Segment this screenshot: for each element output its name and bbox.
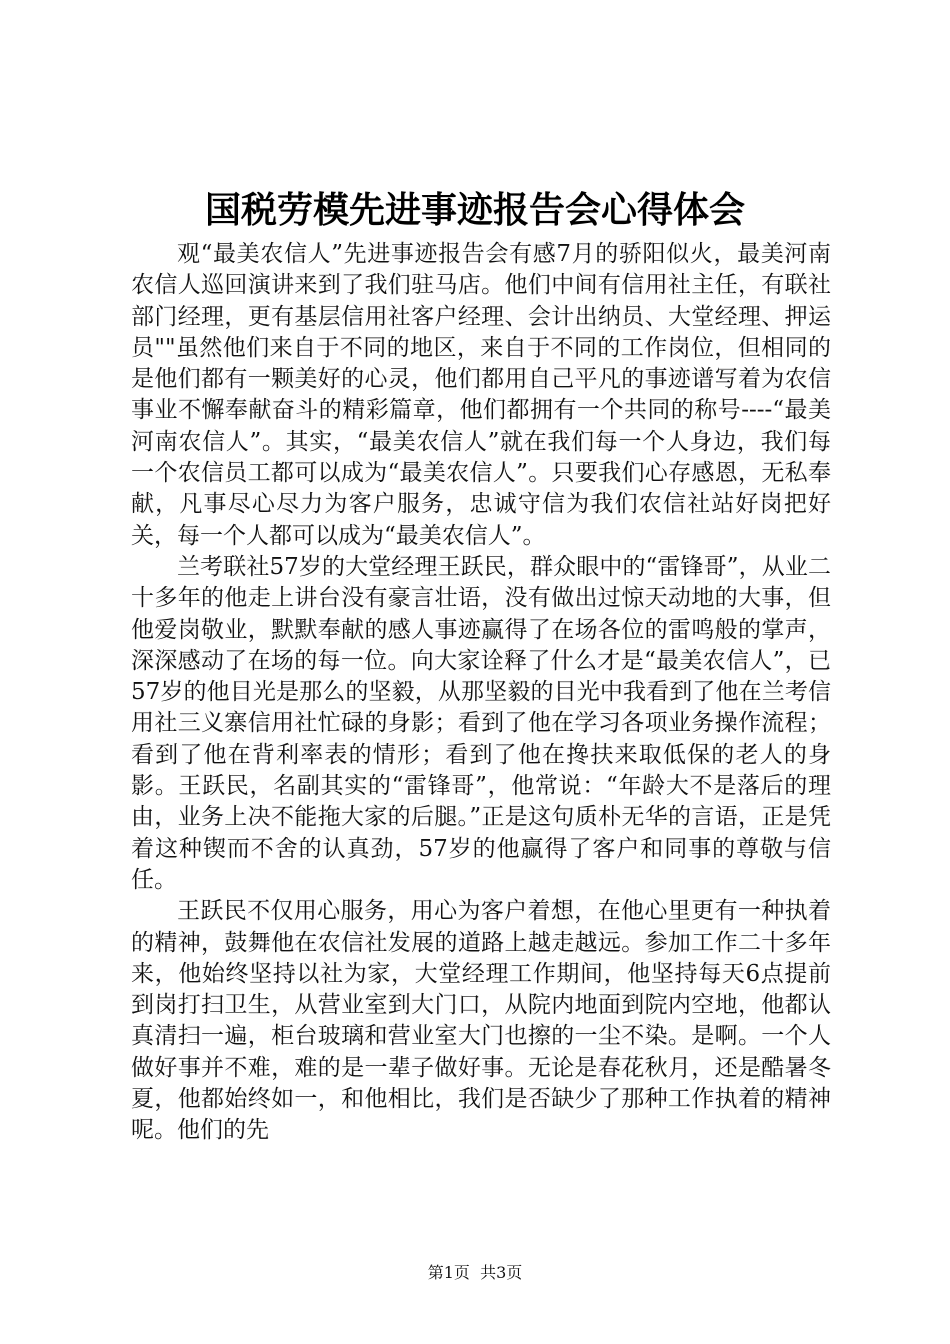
document-title: 国税劳模先进事迹报告会心得体会 <box>204 189 745 231</box>
page-footer <box>0 1262 950 1284</box>
paragraph: 兰考联社57岁的大堂经理王跃民，群众眼中的“雷锋哥”，从业二十多年的他走上讲台没有豪言壮语，没有做出过惊天动地的大事，但他爱岗敬业，默默奉献的感人事迹赢得了在场各位的雷鸣般的掌声，深深感动了在场的每一位。向大家诠释了什么才是“最美农信人”，已57岁的他目光是那么的坚毅，从那坚毅的目光中我看到了他在兰考信用社三义寨信用社忙碌的身影；看到了他在学习各项业务操作流程；看到了他在背利率表的情形；看到了他在搀扶来取低保的老人的身影。王跃民，名副其实的“雷锋哥”，他常说：“年龄大不是落后的理由，业务上决不能拖大家的后腿。”正是这句质朴无华的言语，正是凭着这种锲而不舍的认真劲，57岁的他赢得了客户和同事的尊敬与信任。 <box>131 553 831 893</box>
paragraph: 王跃民不仅用心服务，用心为客户着想，在他心里更有一种执着的精神，鼓舞他在农信社发展的道路上越走越远。参加工作二十多年来，他始终坚持以社为家，大堂经理工作期间，他坚持每天6点提前到岗打扫卫生，从营业室到大门口，从院内地面到院内空地，他都认真清扫一遍，柜台玻璃和营业室大门也擦的一尘不染。是啊。一个人做好事并不难，难的是一辈子做好事。无论是春花秋月，还是酷暑冬夏，他都始终如一，和他相比，我们是否缺少了那种工作执着的精神呢。他们的先 <box>131 898 831 1144</box>
document-body <box>131 239 831 1147</box>
page-number: 第1页 共3页 <box>427 1263 523 1282</box>
paragraph: 观“最美农信人”先进事迹报告会有感7月的骄阳似火，最美河南农信人巡回演讲来到了我们驻马店。他们中间有信用社主任，有联社部门经理，更有基层信用社客户经理、会计出纳员、大堂经理、押运员""虽然他们来自于不同的地区，来自于不同的工作岗位，但相同的是他们都有一颗美好的心灵，他们都用自己平凡的事迹谱写着为农信事业不懈奉献奋斗的精彩篇章，他们都拥有一个共同的称号----“最美河南农信人”。其实，“最美农信人”就在我们每一个人身边，我们每一个农信员工都可以成为“最美农信人”。只要我们心存感恩，无私奉献，凡事尽心尽力为客户服务，忠诚守信为我们农信社站好岗把好关，每一个人都可以成为“最美农信人”。 <box>131 241 831 549</box>
